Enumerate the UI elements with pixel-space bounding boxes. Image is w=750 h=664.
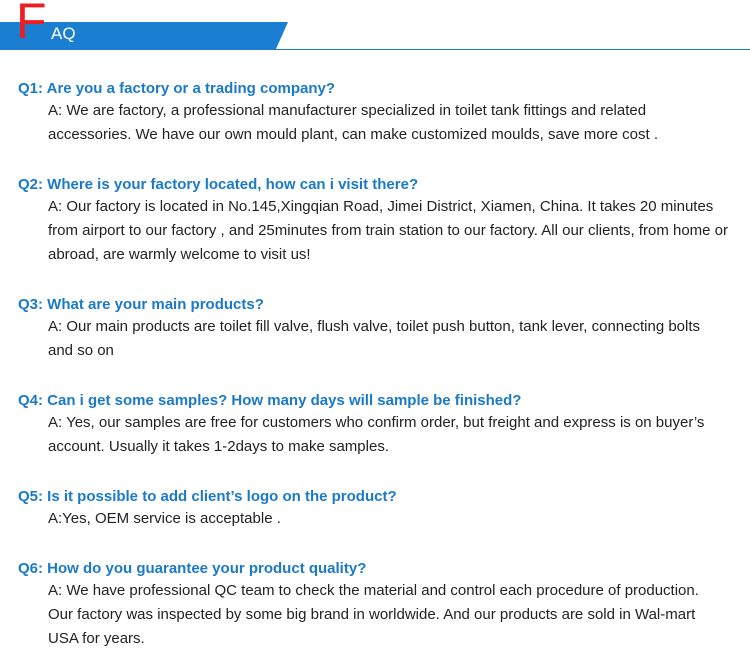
faq-answer-6: A: We have professional QC team to check the material and control each procedure of production. Our factory was inspected by some big brand in worldwide. And our products are sold in Wal-mart USA for years. <box>48 582 699 647</box>
header-initial-letter: F <box>16 0 47 49</box>
faq-question-4: Q4: Can i get some samples? How many days will sample be finished? <box>18 392 522 409</box>
faq-header <box>0 0 750 60</box>
faq-question-6: Q6: How do you guarantee your product quality? <box>18 560 367 577</box>
header-title: AQ <box>51 24 76 43</box>
faq-answer-5: A:Yes, OEM service is acceptable . <box>48 510 281 527</box>
faq-question-1: Q1: Are you a factory or a trading company? <box>18 80 336 97</box>
header-banner <box>0 0 750 52</box>
faq-question-2: Q2: Where is your factory located, how can i visit there? <box>18 176 419 193</box>
header-divider <box>0 49 750 50</box>
faq-answer-1: A: We are factory, a professional manufacturer specialized in toilet tank fittings and related accessories. We have our own mould plant, can make customized moulds, save more cost . <box>48 102 658 143</box>
faq-answer-3: A: Our main products are toilet fill valve, flush valve, toilet push button, tank lever, connecting bolts and so on <box>48 318 701 359</box>
faq-answer-4: A: Yes, our samples are free for customers who confirm order, but freight and express is on buyer’s account. Usually it takes 1-2days to make samples. <box>48 414 705 455</box>
faq-answer-2: A: Our factory is located in No.145,Xingqian Road, Jimei District, Xiamen, China. It takes 20 minutes from airport to our factory , and 25minutes from train station to our factory. All our clients, from home or abroad, are warmly welcome to visit us! <box>48 198 729 263</box>
faq-question-3: Q3: What are your main products? <box>18 296 264 313</box>
faq-question-5: Q5: Is it possible to add client’s logo on the product? <box>18 488 397 505</box>
